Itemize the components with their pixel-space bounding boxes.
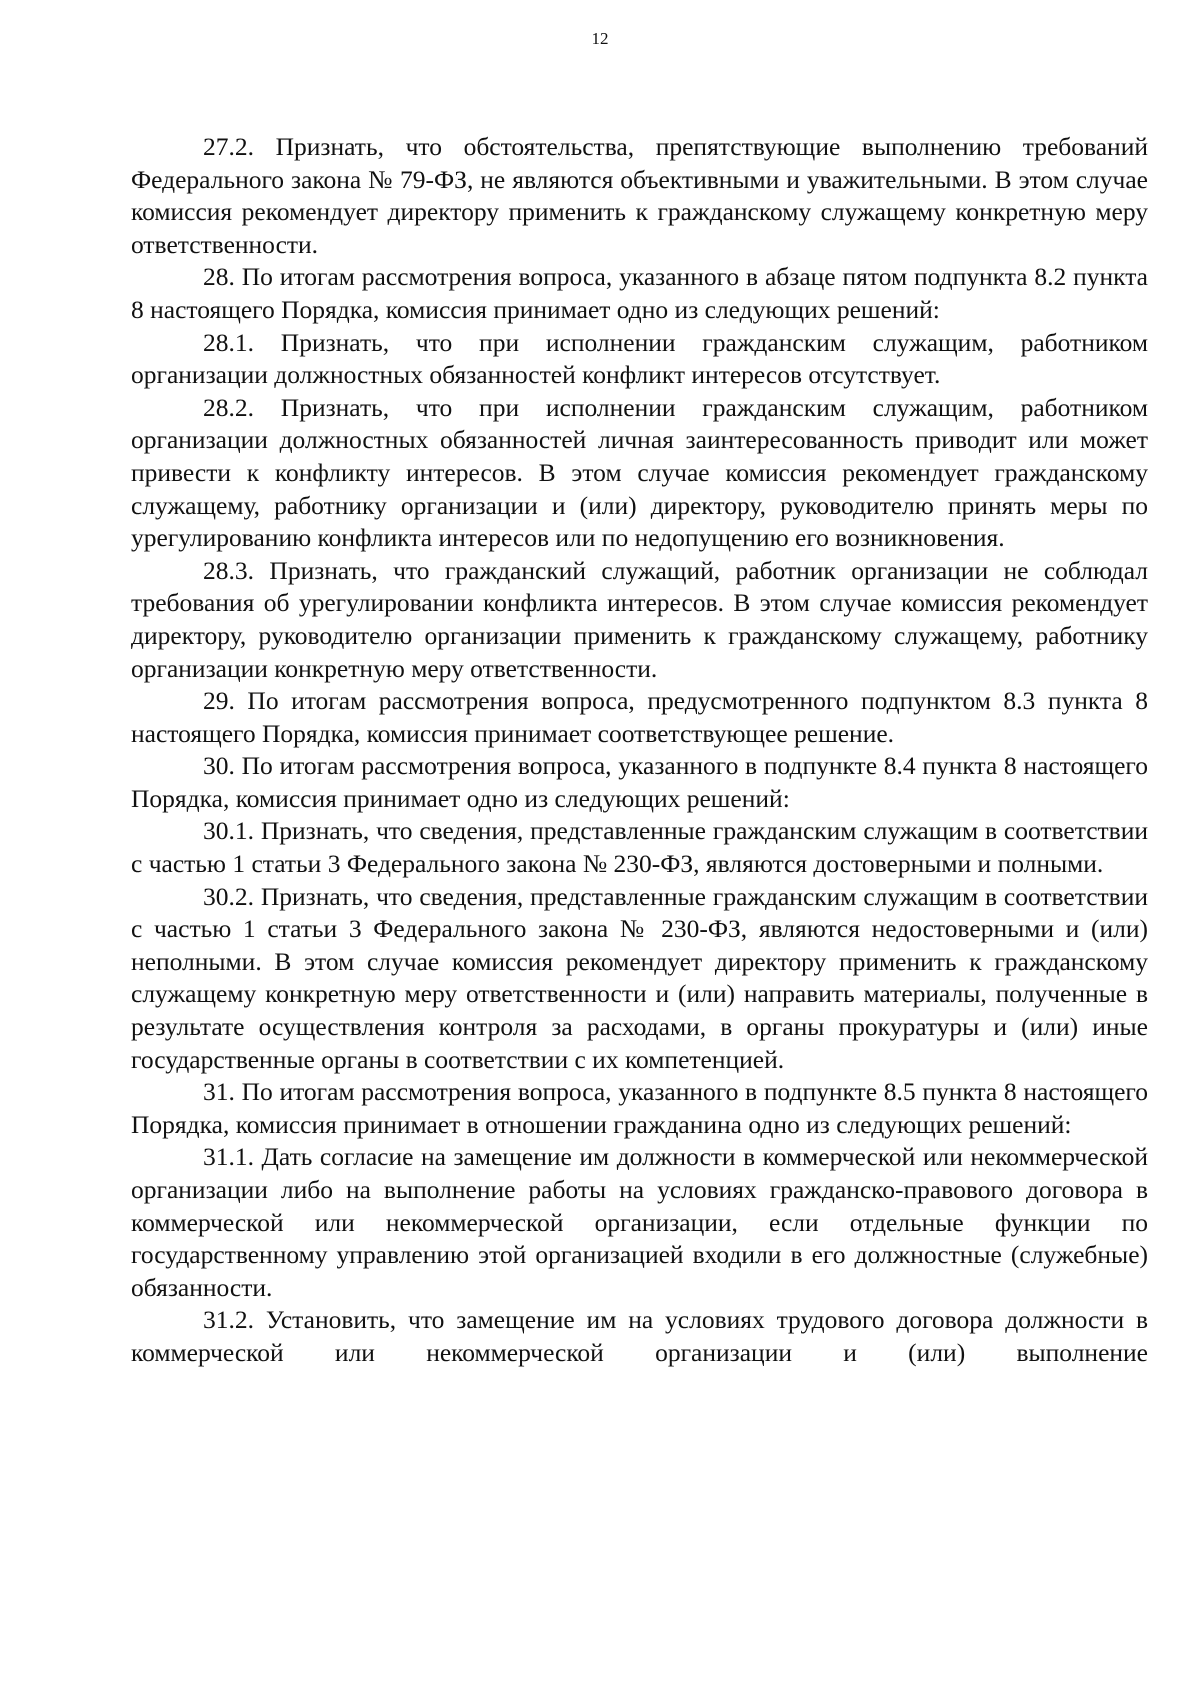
paragraph-31-1: 31.1. Дать согласие на замещение им должности в коммерческой или некоммерческой организации либо на выполнение работы на условиях гражданско-правового договора в коммерческой или некоммерческой организации, если отдельные функции по государственному управлению этой организацией входили в его должностные (служебные) обязанности. <box>131 1142 1148 1302</box>
paragraph-30-1: 30.1. Признать, что сведения, представленные гражданским служащим в соответствии с частью 1 статьи 3 Федерального закона № 230-ФЗ, являются достоверными и полными. <box>131 816 1148 879</box>
paragraph-31: 31. По итогам рассмотрения вопроса, указанного в подпункте 8.5 пункта 8 настоящего Порядка, комиссия принимает в отношении гражданина одно из следующих решений: <box>131 1077 1148 1139</box>
paragraph-31-2: 31.2. Установить, что замещение им на условиях трудового договора должности в коммерческой или некоммерческой организации и (или) выполнение <box>131 1305 1148 1367</box>
paragraph-28: 28. По итогам рассмотрения вопроса, указанного в абзаце пятом подпункта 8.2 пункта 8 настоящего Порядка, комиссия принимает одно из следующих решений: <box>131 262 1148 324</box>
paragraph-30: 30. По итогам рассмотрения вопроса, указанного в подпункте 8.4 пункта 8 настоящего Порядка, комиссия принимает одно из следующих решений: <box>131 751 1148 813</box>
document-body <box>131 131 1148 1370</box>
paragraph-28-1: 28.1. Признать, что при исполнении гражданским служащим, работником организации должностных обязанностей конфликт интересов отсутствует. <box>131 327 1148 390</box>
paragraph-30-2: 30.2. Признать, что сведения, представленные гражданским служащим в соответствии с частью 1 статьи 3 Федерального закона № 230-ФЗ, являются недостоверными и (или) неполными. В этом случае комиссия рекомендует директору применить к гражданскому служащему конкретную меру ответственности и (или) направить материалы, полученные в результате осуществления контроля за расходами, в органы прокуратуры и (или) иные государственные органы в соответствии с их компетенцией. <box>131 881 1148 1074</box>
page-number: 12 <box>591 29 609 48</box>
paragraph-29: 29. По итогам рассмотрения вопроса, предусмотренного подпунктом 8.3 пункта 8 настоящего Порядка, комиссия принимает соответствующее решение. <box>131 686 1148 748</box>
paragraph-28-2: 28.2. Признать, что при исполнении гражданским служащим, работником организации должностных обязанностей личная заинтересованность приводит или может привести к конфликту интересов. В этом случае комиссия рекомендует гражданскому служащему, работнику организации и (или) директору, руководителю принять меры по урегулированию конфликта интересов или по недопущению его возникновения. <box>131 392 1148 553</box>
paragraph-27-2: 27.2. Признать, что обстоятельства, препятствующие выполнению требований Федерального закона № 79-ФЗ, не являются объективными и уважительными. В этом случае комиссия рекомендует директору применить к гражданскому служащему конкретную меру ответственности. <box>131 132 1148 259</box>
paragraph-28-3: 28.3. Признать, что гражданский служащий, работник организации не соблюдал требования об урегулировании конфликта интересов. В этом случае комиссия рекомендует директору, руководителю организации применить к гражданскому служащему, работнику организации конкретную меру ответственности. <box>131 555 1148 683</box>
